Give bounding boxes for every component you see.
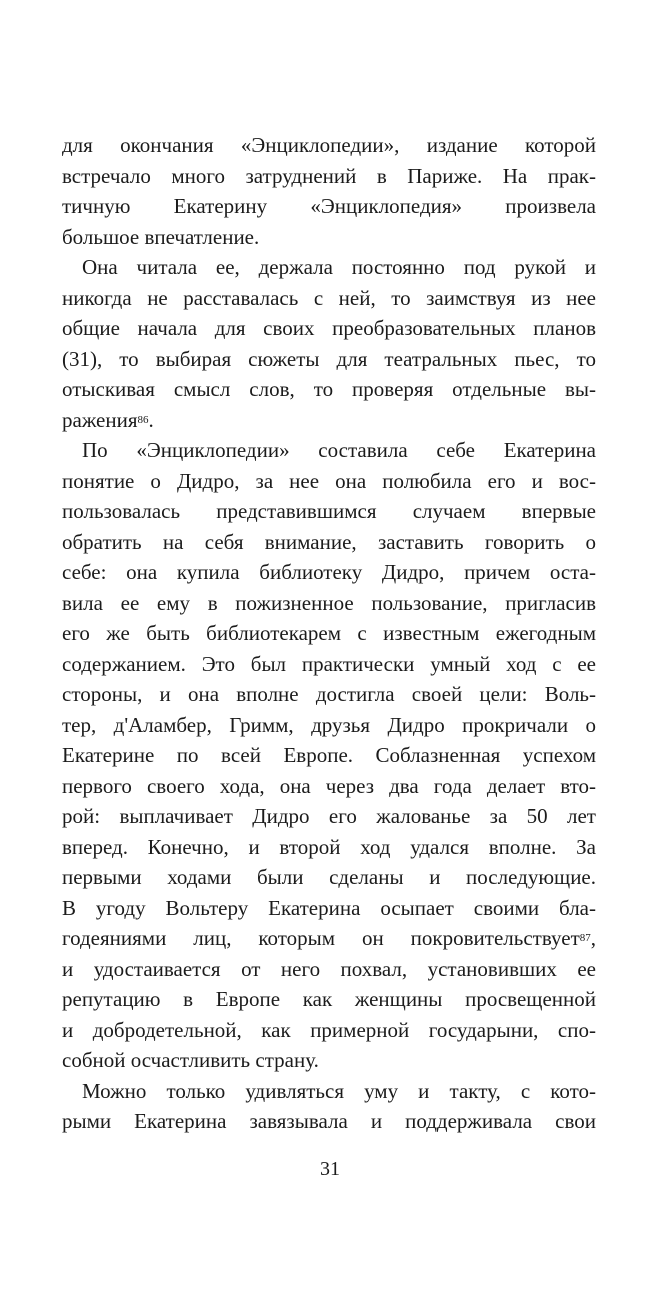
line-text: Можно только удивляться уму и такту, с кото- bbox=[82, 1078, 596, 1103]
line-text: годеяниями лиц, которым он покровительствует bbox=[62, 926, 580, 950]
line-tail: , bbox=[590, 926, 596, 950]
line-text: встречало много затруднений в Париже. На прак- bbox=[62, 163, 596, 188]
line-text: рой: выплачивает Дидро его жалованье за 50 лет bbox=[62, 804, 596, 828]
text-line bbox=[62, 710, 596, 741]
text-line bbox=[62, 618, 596, 649]
line-text: рыми Екатерина завязывала и поддерживала свои bbox=[62, 1109, 596, 1133]
text-line bbox=[62, 130, 596, 161]
text-line bbox=[62, 954, 596, 985]
line-text: По «Энциклопедии» составила себе Екатерина bbox=[82, 438, 596, 462]
footnote-marker: 86 bbox=[137, 413, 149, 426]
line-text: вила ее ему в пожизненное пользование, пригласив bbox=[62, 590, 596, 615]
line-text: понятие о Дидро, за нее она полюбила его и вос- bbox=[62, 468, 596, 493]
text-line bbox=[62, 740, 596, 771]
line-text: вперед. Конечно, и второй ход удался вполне. За bbox=[62, 834, 596, 859]
text-line bbox=[62, 1076, 596, 1107]
text-line bbox=[62, 923, 596, 954]
text-line bbox=[62, 1045, 596, 1076]
text-line bbox=[62, 344, 596, 375]
line-text: Она читала ее, держала постоянно под рукой и bbox=[82, 255, 596, 279]
line-text: обратить на себя внимание, заставить говорить о bbox=[62, 529, 596, 554]
text-line bbox=[62, 588, 596, 619]
text-line bbox=[62, 984, 596, 1015]
text-line bbox=[62, 374, 596, 405]
line-text: себе: она купила библиотеку Дидро, причем оста- bbox=[62, 560, 596, 584]
page-number: 31 bbox=[320, 1158, 340, 1180]
text-line bbox=[62, 679, 596, 710]
line-text: для окончания «Энциклопедии», издание которой bbox=[62, 133, 596, 157]
text-line bbox=[62, 771, 596, 802]
text-line bbox=[62, 801, 596, 832]
line-text: первого своего хода, она через два года делает вто- bbox=[62, 773, 596, 798]
text-line bbox=[62, 496, 596, 527]
text-line bbox=[62, 222, 596, 253]
text-line bbox=[62, 283, 596, 314]
line-text: содержанием. Это был практически умный ход с ее bbox=[62, 651, 596, 676]
line-text: никогда не расставалась с ней, то заимствуя из нее bbox=[62, 285, 596, 310]
line-text: репутацию в Европе как женщины просвещенной bbox=[62, 987, 596, 1011]
line-tail: . bbox=[148, 407, 154, 432]
text-line bbox=[62, 893, 596, 924]
footnote-marker: 87 bbox=[579, 932, 591, 944]
text-line bbox=[62, 405, 596, 436]
text-line bbox=[62, 862, 596, 893]
text-line bbox=[62, 466, 596, 497]
line-text: тичную Екатерину «Энциклопедия» произвела bbox=[62, 194, 596, 218]
line-text: (31), то выбирая сюжеты для театральных пьес, то bbox=[62, 346, 596, 371]
body-text bbox=[62, 130, 596, 1137]
text-line bbox=[62, 435, 596, 466]
text-line bbox=[62, 1106, 596, 1137]
line-text: и удостаивается от него похвал, установивших ее bbox=[62, 956, 596, 981]
line-text: его же быть библиотекарем с известным ежегодным bbox=[62, 621, 596, 645]
line-text: В угоду Вольтеру Екатерина осыпает своими бла- bbox=[62, 895, 596, 920]
text-line bbox=[62, 832, 596, 863]
text-line bbox=[62, 161, 596, 192]
line-text: большое впечатление. bbox=[62, 224, 260, 249]
line-text: общие начала для своих преобразовательных планов bbox=[62, 316, 596, 340]
text-line bbox=[62, 313, 596, 344]
line-text: пользовалась представившимся случаем впервые bbox=[62, 499, 596, 523]
line-text: стороны, и она вполне достигла своей цели: Воль- bbox=[62, 682, 596, 706]
line-text: Екатерине по всей Европе. Соблазненная успехом bbox=[62, 743, 596, 767]
line-text: ражения bbox=[62, 407, 138, 432]
text-line bbox=[62, 649, 596, 680]
text-line bbox=[62, 1015, 596, 1046]
text-line bbox=[62, 557, 596, 588]
line-text: отыскивая смысл слов, то проверяя отдельные вы- bbox=[62, 377, 596, 401]
text-line bbox=[62, 191, 596, 222]
text-line bbox=[62, 527, 596, 558]
line-text: собной осчастливить страну. bbox=[62, 1048, 319, 1072]
text-line bbox=[62, 252, 596, 283]
line-text: и добродетельной, как примерной государыни, спо- bbox=[62, 1017, 596, 1042]
line-text: тер, д'Аламбер, Гримм, друзья Дидро прокричали о bbox=[62, 712, 596, 737]
line-text: первыми ходами были сделаны и последующие. bbox=[62, 865, 596, 889]
